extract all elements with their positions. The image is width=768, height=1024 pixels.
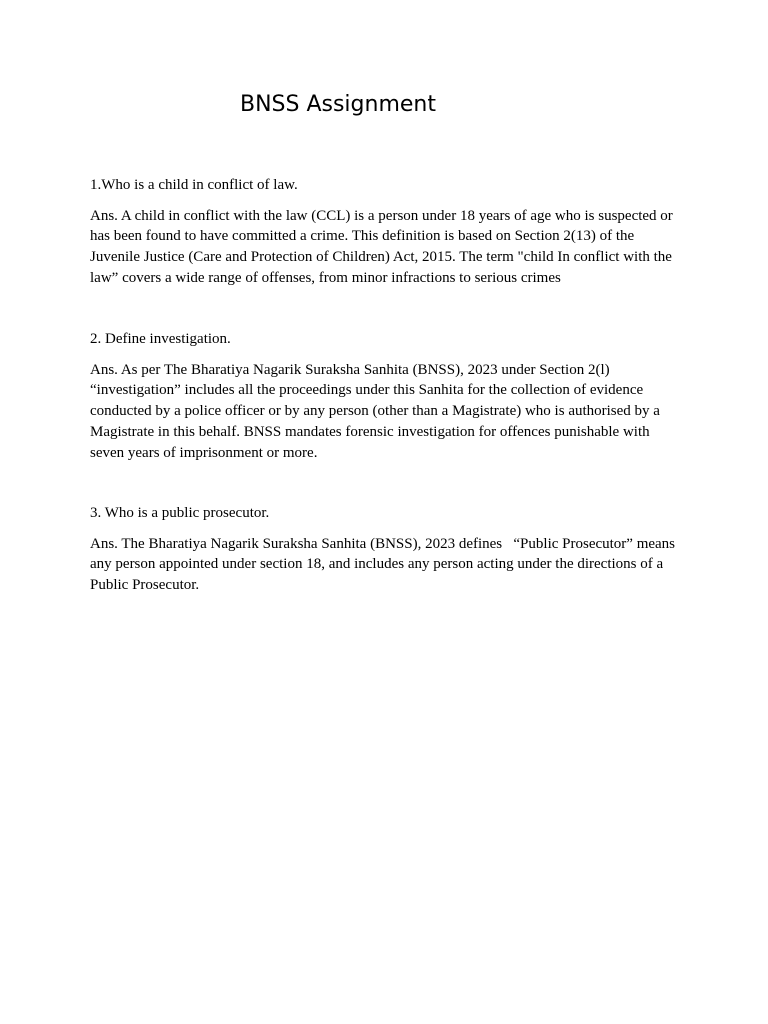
answer-text: Ans. A child in conflict with the law (CCL) is a person under 18 years of age who is suspected or has been found to have committed a crime. This definition is based on Section 2(13) of the Juvenile Justice (Care and Protection of Children) Act, 2015. The term "child In conflict with the law” covers a wide range of offenses, from minor infractions to serious crimes: [90, 207, 677, 286]
qa-section: [90, 175, 682, 289]
document-title: BNSS Assignment: [239, 92, 436, 117]
answer-text: Ans. As per The Bharatiya Nagarik Suraksha Sanhita (BNSS), 2023 under Section 2(l) “investigation” includes all the proceedings under this Sanhita for the collection of evidence conducted by a police officer or by any person (other than a Magistrate) who is authorised by a Magistrate in this behalf. BNSS mandates forensic investigation for offences punishable with seven years of imprisonment or more.: [90, 361, 664, 461]
question-text: 1.Who is a child in conflict of law.: [90, 177, 298, 193]
question-text: 2. Define investigation.: [90, 331, 231, 347]
question-text: 3. Who is a public prosecutor.: [90, 505, 270, 521]
qa-section: [90, 503, 682, 596]
qa-section: [90, 329, 682, 463]
answer-text: Ans. The Bharatiya Nagarik Suraksha Sanhita (BNSS), 2023 defines “Public Prosecutor” means any person appointed under section 18, and includes any person acting under the directions of a Public Prosecutor.: [90, 535, 679, 594]
